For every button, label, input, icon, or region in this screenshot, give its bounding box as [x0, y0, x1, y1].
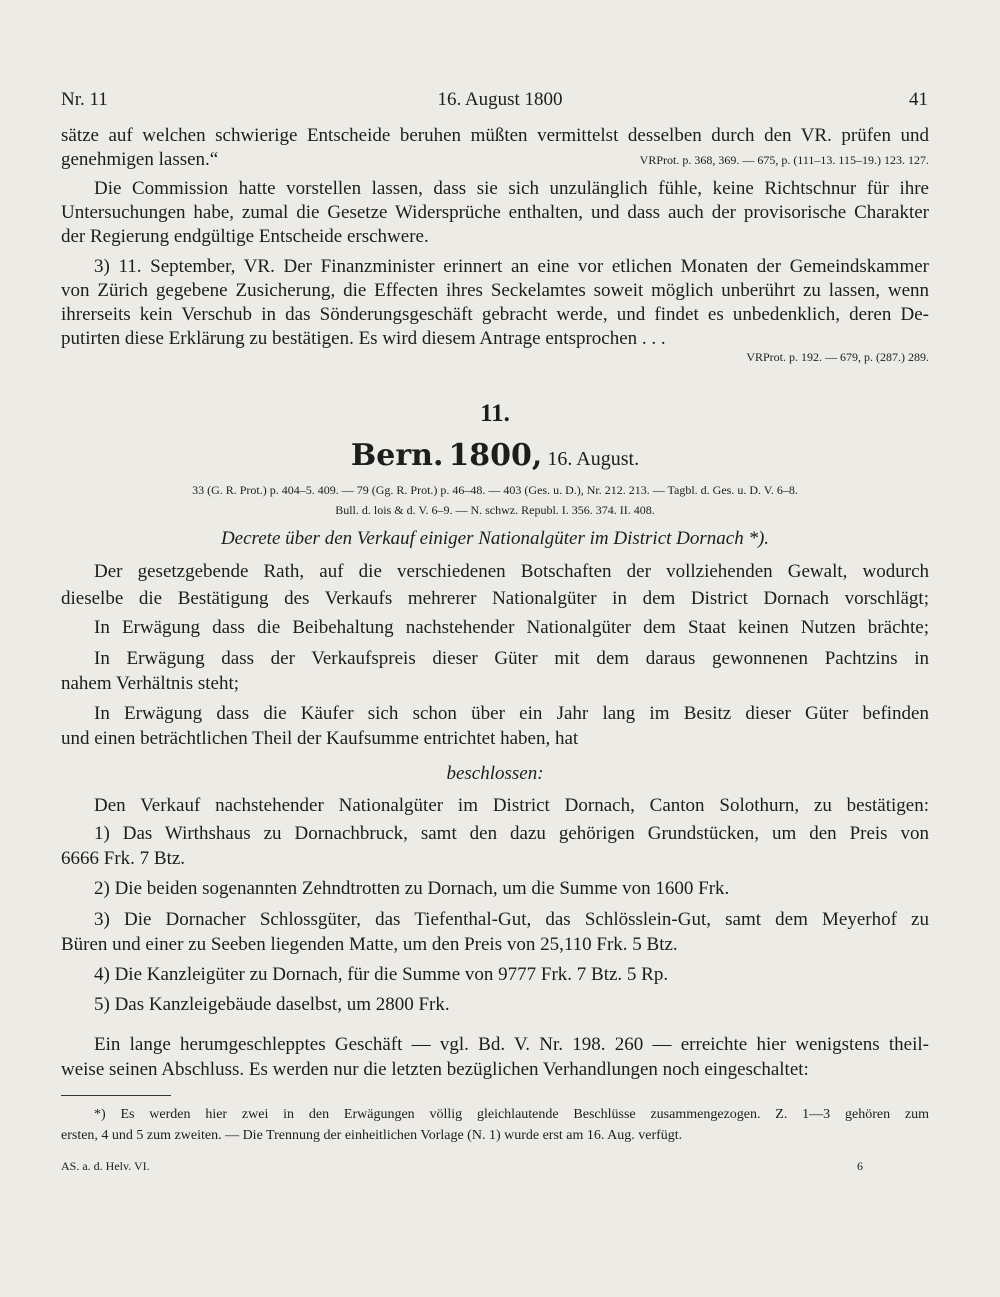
list-item: 4) Die Kanzleigüter zu Dornach, für die Summe von 9777 Frk. 7 Btz. 5 Rp. [94, 964, 669, 985]
text-line: putirten diese Erklärung zu bestätigen. Es wird diesem Antrage entsprochen . . . [61, 328, 666, 349]
section-sources: Bull. d. lois & d. V. 6–9. — N. schwz. Republ. I. 356. 374. II. 408. [335, 503, 655, 517]
list-item: 2) Die beiden sogenannten Zehndtrotten zu Dornach, um die Summe von 1600 Frk. [94, 878, 730, 899]
text-line: Die Commission hatte vorstellen lassen, dass sie sich unzulänglich fühle, keine Richtschnur für ihre [94, 178, 929, 199]
text-line: 6666 Frk. 7 Btz. [61, 848, 186, 869]
resolution-heading: beschlossen: [446, 763, 544, 784]
header-page-number: 41 [909, 89, 928, 110]
section-subtitle: Decrete über den Verkauf einiger Nationalgüter im District Dornach *). [220, 528, 770, 549]
text-line: Den Verkauf nachstehender Nationalgüter im District Dornach, Canton Solothurn, zu bestätigen: [94, 795, 929, 816]
list-item: 1) Das Wirthshaus zu Dornachbruck, samt den dazu gehörigen Grundstücken, um den Preis von [94, 823, 929, 844]
signature-mark: AS. a. d. Helv. VI. [61, 1159, 150, 1173]
footnote-divider [61, 1095, 171, 1096]
text-line: von Zürich gegebene Zusicherung, die Effecten ihres Seckelamtes soweit möglich unberührt zu lassen, wenn [61, 280, 929, 301]
text-line: Der gesetzgebende Rath, auf die verschiedenen Botschaften der vollziehenden Gewalt, wodurch [94, 561, 929, 582]
list-item: 3) Die Dornacher Schlossgüter, das Tiefenthal-Gut, das Schlösslein-Gut, samt dem Meyerhof zu [94, 909, 929, 930]
text-line: In Erwägung dass die Käufer sich schon über ein Jahr lang im Besitz dieser Güter befinden [94, 703, 929, 724]
text-line: 3) 11. September, VR. Der Finanzminister erinnert an eine vor etlichen Monaten der Gemeindskammer [94, 256, 929, 277]
footnote-line: ersten, 4 und 5 zum zweiten. — Die Trennung der einheitlichen Vorlage (N. 1) wurde erst am 16. Aug. verfügt. [61, 1128, 683, 1143]
text-line: In Erwägung dass der Verkaufspreis dieser Güter mit dem daraus gewonnenen Pachtzins in [94, 648, 929, 669]
signature-number: 6 [857, 1159, 863, 1173]
text-line: sätze auf welchen schwierige Entscheide beruhen müßten vermittelst desselben durch den VR. prüfen und [61, 125, 929, 146]
section-year: 1800, [448, 438, 543, 473]
protocol-reference: VRProt. p. 368, 369. — 675, p. (111–13. 115–19.) 123. 127. [639, 153, 929, 167]
header-date: 16. August 1800 [437, 89, 563, 110]
section-place: Bern. [350, 438, 444, 473]
text-line: und einen beträchtlichen Theil der Kaufsumme entrichtet haben, hat [61, 728, 579, 749]
list-item: 5) Das Kanzleigebäude daselbst, um 2800 Frk. [94, 994, 450, 1015]
text-line: dieselbe die Bestätigung des Verkaufs mehrerer Nationalgüter in dem District Dornach vorschlägt; [61, 588, 929, 609]
text-line: nahem Verhältnis steht; [61, 673, 240, 694]
text-line: weise seinen Abschluss. Es werden nur die letzten bezüglichen Verhandlungen noch eingeschaltet: [61, 1059, 809, 1080]
protocol-reference: VRProt. p. 192. — 679, p. (287.) 289. [746, 350, 929, 364]
header-issue-number: Nr. 11 [61, 89, 108, 110]
section-date: 16. August. [547, 448, 640, 470]
text-line: ihrerseits kein Verschub in das Sönderungsgeschäft gebracht werde, und findet es unbedenklich, deren De- [61, 304, 929, 325]
text-line: Ein lange herumgeschlepptes Geschäft — vgl. Bd. V. Nr. 198. 260 — erreichte hier wenigstens theil- [94, 1034, 929, 1055]
text-line: In Erwägung dass die Beibehaltung nachstehender Nationalgüter dem Staat keinen Nutzen brächte; [94, 617, 929, 638]
section-sources: 33 (G. R. Prot.) p. 404–5. 409. — 79 (Gg. R. Prot.) p. 46–48. — 403 (Ges. u. D.), Nr. 212. 213. — Tagbl. d. Ges. u. D. V. 6–8. [192, 483, 798, 497]
section-title [61, 436, 929, 479]
text-line: Büren und einer zu Seeben liegenden Matte, um den Preis von 25,110 Frk. 5 Btz. [61, 934, 678, 955]
section-number: 11. [480, 400, 510, 427]
text-line: genehmigen lassen.“ [61, 149, 219, 170]
text-line: Untersuchungen habe, zumal die Gesetze Widersprüche enthalten, und dass auch der provisorische Charakter [61, 202, 929, 223]
text-line: der Regierung endgültige Entscheide erschwere. [61, 226, 429, 247]
footnote-line: *) Es werden hier zwei in den Erwägungen völlig gleichlautende Beschlüsse zusammengezogen. Z. 1—3 gehören zum [94, 1107, 929, 1122]
